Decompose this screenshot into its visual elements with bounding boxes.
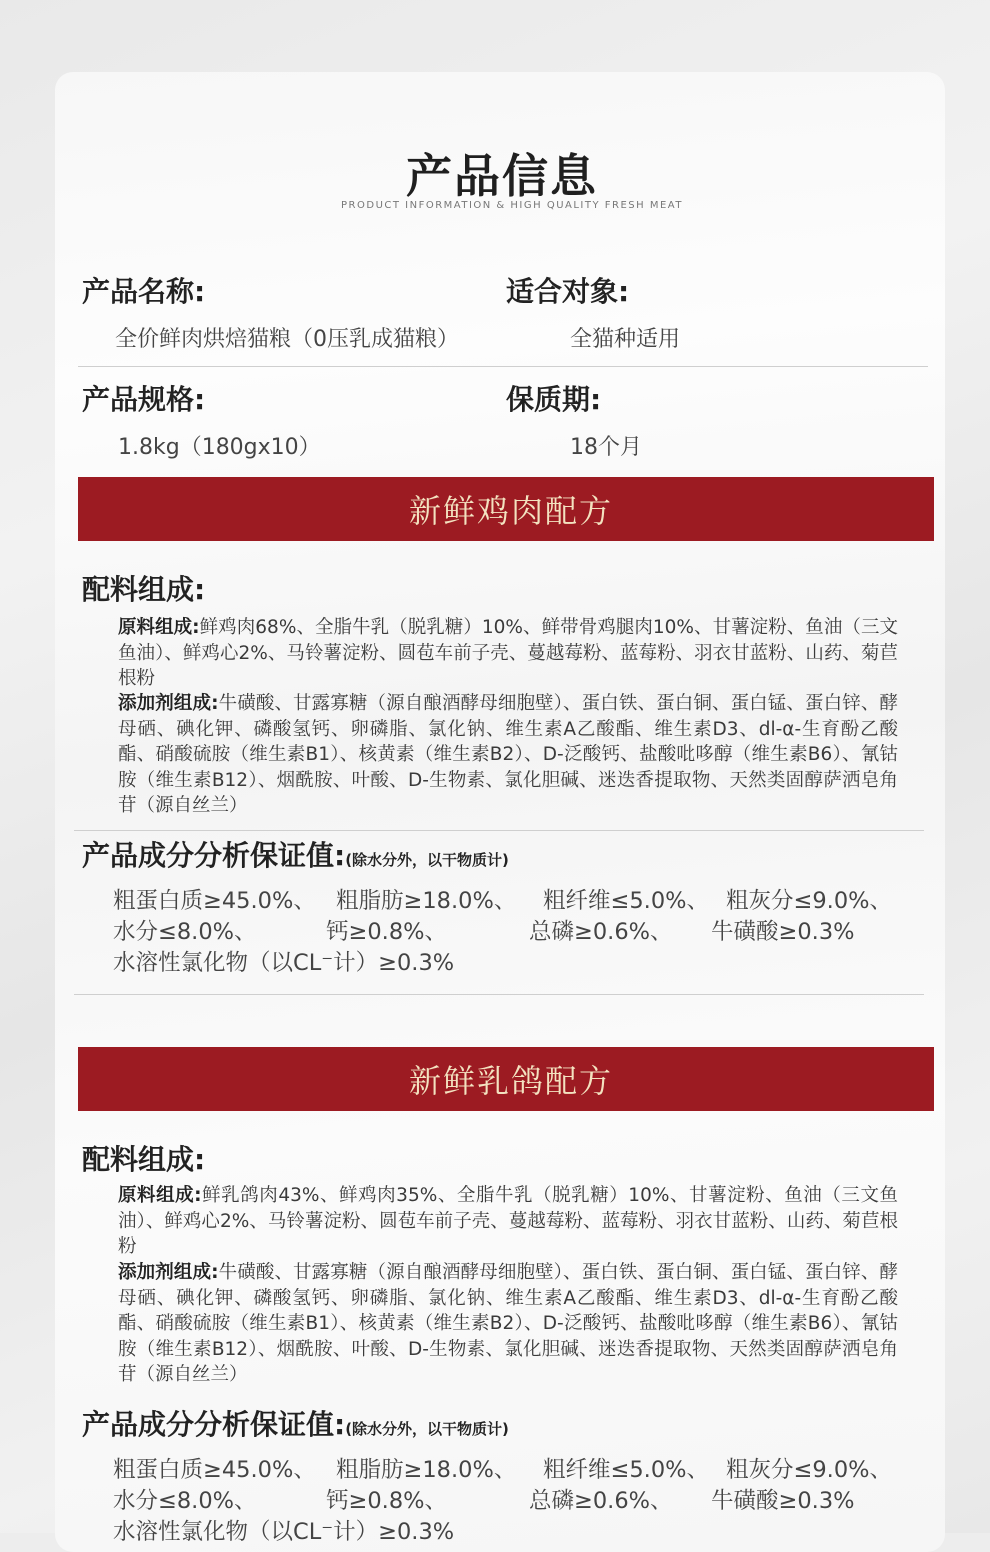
chicken-ash: 粗灰分≤9.0%、 (726, 888, 893, 914)
pigeon-ash: 粗灰分≤9.0%、 (726, 1457, 893, 1483)
chicken-phosphorus: 总磷≥0.6%、 (529, 919, 673, 945)
pigeon-recipe-banner (78, 1047, 934, 1111)
pigeon-raw-materials (118, 1183, 898, 1260)
chicken-analysis-title: 产品成分分析保证值: (82, 839, 346, 872)
pigeon-analysis-heading (82, 1403, 509, 1443)
chicken-recipe-title: 新鲜鸡肉配方 (408, 492, 613, 530)
chicken-taurine: 牛磺酸≥0.3% (711, 919, 855, 945)
chicken-divider-top (74, 830, 924, 831)
pigeon-calcium: 钙≥0.8%、 (326, 1488, 448, 1514)
chicken-raw-label: 原料组成: (118, 617, 200, 638)
spec-label: 产品规格: (82, 383, 206, 416)
shelf-life-label: 保质期: (506, 383, 602, 416)
chicken-fiber: 粗纤维≤5.0%、 (543, 888, 710, 914)
chicken-analysis-note: (除水分外，以干物质计) (345, 851, 509, 869)
chicken-raw-materials (118, 615, 898, 692)
target-label: 适合对象: (506, 275, 630, 308)
chicken-additive-label: 添加剂组成: (118, 693, 219, 714)
pigeon-raw-label: 原料组成: (118, 1185, 202, 1206)
pigeon-additive-label: 添加剂组成: (118, 1262, 219, 1283)
chicken-raw-text: 鲜鸡肉68%、全脂牛乳（脱乳糖）10%、鲜带骨鸡腿肉10%、甘薯淀粉、鱼油（三文鱼油）、鲜鸡心2%、马铃薯淀粉、圆苞车前子壳、蔓越莓粉、蓝莓粉、羽衣甘蓝粉、山药、菊苣根粉 (118, 617, 898, 689)
chicken-recipe-banner (78, 477, 934, 541)
target-value: 全猫种适用 (570, 327, 681, 352)
pigeon-taurine: 牛磺酸≥0.3% (711, 1488, 855, 1514)
shelf-life-value: 18个月 (570, 435, 642, 460)
pigeon-analysis-note: (除水分外，以干物质计) (345, 1420, 509, 1438)
pigeon-additive-text: 牛磺酸、甘露寡糖（源自酿酒酵母细胞壁）、蛋白铁、蛋白铜、蛋白锰、蛋白锌、酵母硒、碘化钾、磷酸氢钙、卵磷脂、氯化钠、维生素A乙酸酯、维生素D3、dl-α-生育酚乙酸酯、硝酸硫胺（维生素B1）、核黄素（维生素B2）、D-泛酸钙、盐酸吡哆醇（维生素B6）、氰钴胺（维生素B12）、烟酰胺、叶酸、D-生物素、氯化胆碱、迷迭香提取物、天然类固醇萨洒皂角苷（源自丝兰） (118, 1262, 898, 1385)
spec-value: 1.8kg（180gx10） (118, 435, 321, 460)
pigeon-protein: 粗蛋白质≥45.0%、 (113, 1457, 316, 1483)
info-divider (78, 366, 928, 367)
product-name-label: 产品名称: (82, 275, 206, 308)
chicken-analysis-heading (82, 834, 509, 874)
pigeon-raw-text: 鲜乳鸽肉43%、鲜鸡肉35%、全脂牛乳（脱乳糖）10%、甘薯淀粉、鱼油（三文鱼油）、鲜鸡心2%、马铃薯淀粉、圆苞车前子壳、蔓越莓粉、蓝莓粉、羽衣甘蓝粉、山药、菊苣根粉 (118, 1185, 898, 1257)
product-name-value: 全价鲜肉烘焙猫粮（0压乳成猫粮） (115, 327, 459, 352)
pigeon-additives (118, 1260, 898, 1388)
chicken-calcium: 钙≥0.8%、 (326, 919, 448, 945)
chicken-protein: 粗蛋白质≥45.0%、 (113, 888, 316, 914)
page-subtitle: PRODUCT INFORMATION & HIGH QUALITY FRESH MEAT (341, 200, 683, 211)
pigeon-analysis-title: 产品成分分析保证值: (82, 1408, 346, 1441)
chicken-fat: 粗脂肪≥18.0%、 (336, 888, 517, 914)
pigeon-recipe-title: 新鲜乳鸽配方 (408, 1062, 613, 1100)
chicken-additive-text: 牛磺酸、甘露寡糖（源自酿酒酵母细胞壁）、蛋白铁、蛋白铜、蛋白锰、蛋白锌、酵母硒、碘化钾、磷酸氢钙、卵磷脂、氯化钠、维生素A乙酸酯、维生素D3、dl-α-生育酚乙酸酯、硝酸硫胺（维生素B1）、核黄素（维生素B2）、D-泛酸钙、盐酸吡哆醇（维生素B6）、氰钴胺（维生素B12）、烟酰胺、叶酸、D-生物素、氯化胆碱、迷迭香提取物、天然类固醇萨洒皂角苷（源自丝兰） (118, 693, 898, 816)
pigeon-fat: 粗脂肪≥18.0%、 (336, 1457, 517, 1483)
chicken-divider-bottom (74, 994, 924, 995)
chicken-ingredients-heading: 配料组成: (82, 573, 206, 606)
chicken-chloride: 水溶性氯化物（以CL⁻计）≥0.3% (113, 950, 455, 976)
pigeon-chloride: 水溶性氯化物（以CL⁻计）≥0.3% (113, 1519, 455, 1545)
pigeon-moisture: 水分≤8.0%、 (113, 1488, 257, 1514)
page-title: 产品信息 (406, 149, 598, 203)
pigeon-ingredients-heading: 配料组成: (82, 1143, 206, 1176)
pigeon-phosphorus: 总磷≥0.6%、 (529, 1488, 673, 1514)
pigeon-fiber: 粗纤维≤5.0%、 (543, 1457, 710, 1483)
chicken-moisture: 水分≤8.0%、 (113, 919, 257, 945)
chicken-additives (118, 691, 898, 819)
